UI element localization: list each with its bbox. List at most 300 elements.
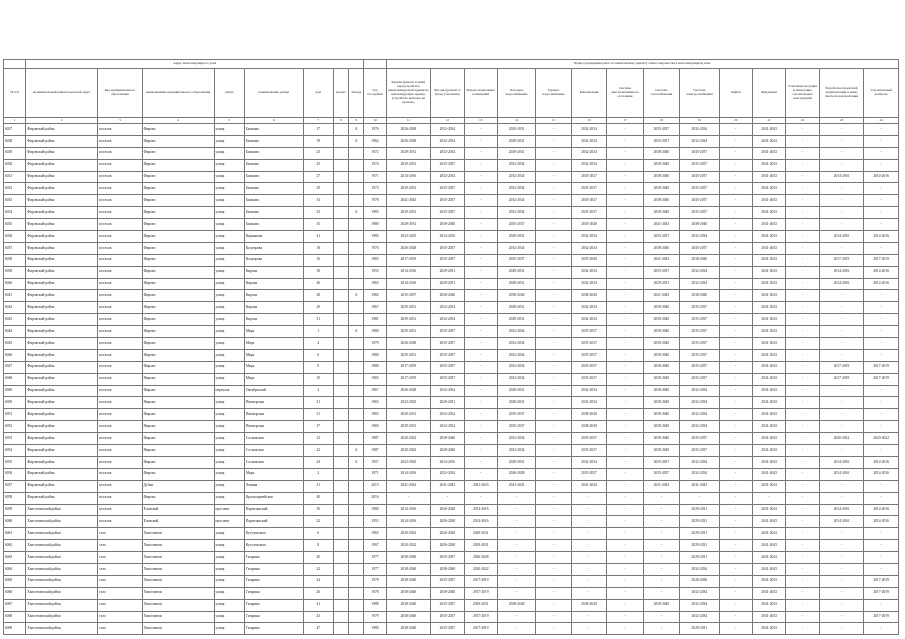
table-cell: 2032-2034 bbox=[497, 326, 535, 338]
table-cell: 2029-2031 bbox=[386, 159, 431, 171]
table-cell: Мира bbox=[244, 468, 303, 480]
column-header: Кровля (ремонт и (или) переустройство невентилируемой крыши на вентилируемую крышу, устройство выходов на кровлю) bbox=[386, 69, 431, 118]
table-cell: 2035-2037 bbox=[431, 599, 464, 611]
table-cell: 2029-2031 bbox=[497, 314, 535, 326]
table-cell: - bbox=[536, 349, 571, 361]
table-cell: Хвастовичи bbox=[142, 611, 214, 623]
column-header: наименование муниципального образования bbox=[142, 69, 214, 118]
column-number: 14 bbox=[497, 118, 535, 124]
table-cell: 2038-2040 bbox=[386, 599, 431, 611]
table-cell: - bbox=[786, 326, 819, 338]
table-cell: - bbox=[719, 326, 752, 338]
table-cell: Фирово bbox=[142, 397, 214, 409]
table-cell: Бычкова bbox=[244, 147, 303, 159]
table-cell: 1967 bbox=[364, 540, 386, 552]
table-cell: - bbox=[607, 468, 643, 480]
table-cell: 2038-2040 bbox=[643, 326, 679, 338]
table-cell bbox=[349, 599, 364, 611]
table-cell: 2041-2043 bbox=[752, 349, 785, 361]
table-cell: - bbox=[864, 290, 899, 302]
table-cell: 2029-2031 bbox=[680, 552, 719, 564]
table-cell: 2035-2037 bbox=[431, 361, 464, 373]
table-cell: - bbox=[607, 171, 643, 183]
table-cell bbox=[333, 492, 348, 504]
table-cell: Хвастовичский район bbox=[26, 516, 98, 528]
table-row bbox=[4, 373, 899, 385]
column-number: 17 bbox=[607, 118, 643, 124]
table-cell: 2041-2043 bbox=[752, 468, 785, 480]
table-row bbox=[4, 516, 899, 528]
table-cell: - bbox=[571, 552, 606, 564]
group-header-address: Адрес многоквартирного дома bbox=[26, 60, 364, 69]
table-cell: 2035-2037 bbox=[431, 611, 464, 623]
table-cell: - bbox=[464, 290, 497, 302]
table-cell: Фирово bbox=[142, 361, 214, 373]
table-cell: 6067 bbox=[4, 599, 26, 611]
table-cell: поселок bbox=[98, 385, 143, 397]
table-cell: 2032-2034 bbox=[431, 302, 464, 314]
table-row bbox=[4, 480, 899, 492]
table-cell: 40 bbox=[303, 492, 333, 504]
table-cell: - bbox=[719, 242, 752, 254]
table-cell: улица bbox=[214, 135, 244, 147]
table-cell: 6 bbox=[303, 528, 333, 540]
table-cell: 2035-2037 bbox=[680, 242, 719, 254]
table-cell bbox=[349, 409, 364, 421]
table-cell: - bbox=[719, 195, 752, 207]
table-cell bbox=[349, 183, 364, 195]
table-cell: 6064 bbox=[4, 563, 26, 575]
table-cell: 2014-2016 bbox=[819, 278, 864, 290]
table-cell: 2038-2040 bbox=[386, 587, 431, 599]
table-cell: Калуцкова bbox=[244, 242, 303, 254]
table-cell: 2035-2037 bbox=[680, 314, 719, 326]
table-cell: 1971 bbox=[364, 171, 386, 183]
table-cell: - bbox=[864, 397, 899, 409]
column-number: 24 bbox=[864, 118, 899, 124]
table-cell: 2029-2031 bbox=[497, 266, 535, 278]
table-cell: - bbox=[607, 349, 643, 361]
table-cell: 2020-2022 bbox=[386, 528, 431, 540]
table-cell: 1963 bbox=[364, 397, 386, 409]
column-header: Канализация bbox=[571, 69, 606, 118]
table-cell: 2041-2043 bbox=[752, 254, 785, 266]
table-cell: 18 bbox=[303, 266, 333, 278]
table-cell: 2017-2019 bbox=[819, 373, 864, 385]
table-cell: - bbox=[864, 445, 899, 457]
table-row bbox=[4, 623, 899, 635]
table-cell: улица bbox=[214, 611, 244, 623]
table-cell: 2038-2040 bbox=[643, 338, 679, 350]
table-cell: Фировский район bbox=[26, 135, 98, 147]
table-cell: - bbox=[536, 195, 571, 207]
table-cell: 2029-2031 bbox=[680, 540, 719, 552]
table-cell: поселок bbox=[98, 124, 143, 136]
table-cell: 2041-2043 bbox=[752, 385, 785, 397]
table-cell: улица bbox=[214, 207, 244, 219]
table-cell: 2041-2043 bbox=[752, 623, 785, 635]
table-cell: - bbox=[864, 338, 899, 350]
table-cell: - bbox=[607, 195, 643, 207]
table-cell: - bbox=[536, 587, 571, 599]
table-cell: 2035-2037 bbox=[431, 254, 464, 266]
table-cell: 29 bbox=[303, 302, 333, 314]
table-cell: 2029-2031 bbox=[497, 135, 535, 147]
table-cell: 2041-2043 bbox=[752, 563, 785, 575]
table-cell: поселок bbox=[98, 492, 143, 504]
table-cell: 2038-2040 bbox=[643, 397, 679, 409]
table-cell: 2029-2031 bbox=[497, 124, 535, 136]
table-cell: 2014-2016 bbox=[864, 456, 899, 468]
table-row bbox=[4, 314, 899, 326]
table-cell: 2029-2031 bbox=[680, 516, 719, 528]
table-cell: 1980 bbox=[364, 326, 386, 338]
column-number: 12 bbox=[431, 118, 464, 124]
table-cell bbox=[349, 338, 364, 350]
table-cell: - bbox=[719, 171, 752, 183]
table-cell: - bbox=[607, 242, 643, 254]
table-cell: 1984 bbox=[364, 231, 386, 243]
table-cell: 2035-2037 bbox=[680, 159, 719, 171]
table-cell: - bbox=[536, 314, 571, 326]
table-cell: Фировский район bbox=[26, 302, 98, 314]
table-cell: - bbox=[864, 195, 899, 207]
table-cell: 1977 bbox=[364, 552, 386, 564]
table-cell: 2041-2043 bbox=[752, 575, 785, 587]
table-cell: - bbox=[464, 124, 497, 136]
table-cell: - bbox=[571, 492, 606, 504]
table-cell: - bbox=[536, 623, 571, 635]
table-cell: 2041-2043 bbox=[643, 480, 679, 492]
table-cell: 2029-2031 bbox=[386, 314, 431, 326]
table-cell: 2029-2031 bbox=[431, 278, 464, 290]
table-cell: - bbox=[571, 623, 606, 635]
table-cell: 6047 bbox=[4, 361, 26, 373]
table-cell: - bbox=[786, 445, 819, 457]
table-cell: 41 bbox=[303, 599, 333, 611]
table-cell: село bbox=[98, 587, 143, 599]
table-cell: - bbox=[719, 480, 752, 492]
table-cell: поселок bbox=[98, 338, 143, 350]
table-cell: Фировский район bbox=[26, 349, 98, 361]
table-cell bbox=[349, 278, 364, 290]
table-cell: - bbox=[719, 147, 752, 159]
table-cell: 2041-2043 bbox=[752, 338, 785, 350]
table-cell: - bbox=[819, 314, 864, 326]
table-cell: Фирово bbox=[142, 207, 214, 219]
table-cell: - bbox=[719, 397, 752, 409]
table-cell bbox=[333, 135, 348, 147]
table-cell bbox=[333, 504, 348, 516]
table-cell: Кирова bbox=[244, 266, 303, 278]
table-cell: - bbox=[464, 242, 497, 254]
table-cell: - bbox=[786, 611, 819, 623]
table-cell: 2032-2034 bbox=[571, 266, 606, 278]
table-cell: 1972 bbox=[364, 147, 386, 159]
table-cell bbox=[333, 563, 348, 575]
table-cell: Фировский район bbox=[26, 409, 98, 421]
table-cell: 2038-2040 bbox=[571, 421, 606, 433]
table-cell: 2032-2034 bbox=[497, 361, 535, 373]
table-cell: 2035-2037 bbox=[571, 326, 606, 338]
table-cell: Октябрьский bbox=[244, 385, 303, 397]
table-cell: 2035-2037 bbox=[680, 195, 719, 207]
column-header: Горячее водоснабжение bbox=[536, 69, 571, 118]
table-cell: - bbox=[786, 171, 819, 183]
table-cell: улица bbox=[214, 171, 244, 183]
table-cell: Фировский район bbox=[26, 421, 98, 433]
table-cell: 2029-2031 bbox=[431, 266, 464, 278]
table-cell: - bbox=[607, 183, 643, 195]
table-cell: - bbox=[819, 540, 864, 552]
table-cell: - bbox=[864, 314, 899, 326]
table-cell: 2029-2031 bbox=[386, 409, 431, 421]
table-cell: Фировский район bbox=[26, 147, 98, 159]
table-cell: - bbox=[719, 373, 752, 385]
table-cell: 2035-2037 bbox=[386, 290, 431, 302]
table-row bbox=[4, 349, 899, 361]
table-cell bbox=[349, 421, 364, 433]
table-cell: - bbox=[719, 504, 752, 516]
table-cell: Хвастовичский район bbox=[26, 587, 98, 599]
table-cell: 1980 bbox=[364, 361, 386, 373]
table-row bbox=[4, 219, 899, 231]
table-cell: улица bbox=[214, 421, 244, 433]
table-cell bbox=[333, 456, 348, 468]
table-cell: Фирово bbox=[142, 242, 214, 254]
table-cell: - bbox=[607, 147, 643, 159]
table-cell: - bbox=[571, 611, 606, 623]
table-cell bbox=[333, 159, 348, 171]
table-cell: - bbox=[719, 349, 752, 361]
table-cell: Фирово bbox=[142, 183, 214, 195]
table-cell: 2041-2043 bbox=[386, 195, 431, 207]
table-cell: - bbox=[497, 504, 535, 516]
table-cell: 2014-2016 bbox=[431, 456, 464, 468]
table-cell: 2032-2034 bbox=[680, 397, 719, 409]
table-cell: 2041-2043 bbox=[680, 480, 719, 492]
table-cell: - bbox=[386, 492, 431, 504]
table-cell: улица bbox=[214, 373, 244, 385]
table-cell: 1983 bbox=[364, 254, 386, 266]
table-cell: село bbox=[98, 599, 143, 611]
table-cell: Гагарина bbox=[244, 575, 303, 587]
table-cell: 2026-2028 bbox=[386, 124, 431, 136]
table-cell: - bbox=[786, 302, 819, 314]
table-cell: - bbox=[864, 528, 899, 540]
table-cell bbox=[349, 528, 364, 540]
table-cell: поселок bbox=[98, 516, 143, 528]
table-cell: 1987 bbox=[364, 445, 386, 457]
table-cell bbox=[333, 540, 348, 552]
table-cell: Фирово bbox=[142, 290, 214, 302]
table-cell: - bbox=[643, 623, 679, 635]
table-cell: 2014-2016 bbox=[864, 266, 899, 278]
table-cell: Бычкова bbox=[244, 207, 303, 219]
table-cell: 2029-2031 bbox=[497, 456, 535, 468]
column-number: 8 bbox=[333, 118, 348, 124]
table-cell: - bbox=[819, 397, 864, 409]
table-cell: - bbox=[864, 623, 899, 635]
table-cell: - bbox=[786, 278, 819, 290]
table-cell: 2035-2037 bbox=[431, 207, 464, 219]
table-cell: - bbox=[607, 219, 643, 231]
table-cell: А bbox=[349, 207, 364, 219]
table-cell: 2032-2034 bbox=[680, 409, 719, 421]
table-cell: - bbox=[464, 397, 497, 409]
column-number: 22 bbox=[786, 118, 819, 124]
table-cell: - bbox=[464, 254, 497, 266]
table-cell: 6061 bbox=[4, 528, 26, 540]
table-cell: - bbox=[643, 528, 679, 540]
table-cell bbox=[349, 552, 364, 564]
table-cell: 2035-2037 bbox=[571, 207, 606, 219]
table-cell: Хвастовичи bbox=[142, 552, 214, 564]
table-cell: поселок bbox=[98, 373, 143, 385]
table-cell: - bbox=[819, 195, 864, 207]
table-cell: - bbox=[607, 587, 643, 599]
table-cell: 1971 bbox=[364, 468, 386, 480]
table-cell: - bbox=[536, 528, 571, 540]
table-body bbox=[4, 60, 899, 635]
table-cell: - bbox=[786, 552, 819, 564]
table-cell bbox=[333, 587, 348, 599]
table-cell: Фирово bbox=[142, 338, 214, 350]
table-row bbox=[4, 385, 899, 397]
table-cell: 2038-2040 bbox=[643, 207, 679, 219]
table-cell: 2014-2016 bbox=[864, 504, 899, 516]
table-cell: 2032-2034 bbox=[571, 397, 606, 409]
table-cell: - bbox=[786, 563, 819, 575]
table-cell: 2017-2019 bbox=[864, 361, 899, 373]
table-cell: 2038-2040 bbox=[643, 433, 679, 445]
table-cell: улица bbox=[214, 349, 244, 361]
table-cell: - bbox=[536, 504, 571, 516]
column-number: 10 bbox=[364, 118, 386, 124]
table-cell: - bbox=[786, 314, 819, 326]
table-cell: 2032-2034 bbox=[497, 183, 535, 195]
table-cell bbox=[333, 290, 348, 302]
table-cell: 2029-2031 bbox=[497, 302, 535, 314]
table-cell: Ленина bbox=[244, 480, 303, 492]
table-row bbox=[4, 266, 899, 278]
table-cell: Сосновская bbox=[244, 433, 303, 445]
table-cell: - bbox=[719, 302, 752, 314]
table-cell: Фировский район bbox=[26, 445, 98, 457]
column-header-row bbox=[4, 69, 899, 118]
table-cell: Фировский район bbox=[26, 492, 98, 504]
table-cell: 2029-2031 bbox=[497, 278, 535, 290]
table-cell: - bbox=[497, 552, 535, 564]
table-cell: - bbox=[497, 623, 535, 635]
table-cell: Фировский район bbox=[26, 195, 98, 207]
table-cell: - bbox=[643, 540, 679, 552]
table-cell: - bbox=[607, 575, 643, 587]
table-cell: - bbox=[786, 266, 819, 278]
table-cell: 2035-2037 bbox=[571, 183, 606, 195]
table-cell: 2014-2016 bbox=[819, 171, 864, 183]
table-cell bbox=[333, 219, 348, 231]
table-cell: 2023-2025 bbox=[386, 231, 431, 243]
table-cell: 2032-2034 bbox=[571, 314, 606, 326]
table-cell: Гагарина bbox=[244, 611, 303, 623]
table-cell: - bbox=[536, 124, 571, 136]
table-cell: 2038-2040 bbox=[643, 147, 679, 159]
table-cell: - bbox=[719, 468, 752, 480]
table-cell: Фирово bbox=[142, 326, 214, 338]
table-cell: 6031 bbox=[4, 171, 26, 183]
table-cell: - bbox=[864, 599, 899, 611]
table-cell: 2035-2037 bbox=[680, 183, 719, 195]
table-cell: - bbox=[864, 219, 899, 231]
table-cell: - bbox=[819, 338, 864, 350]
table-cell: Кирова bbox=[244, 278, 303, 290]
table-cell: 2035-2037 bbox=[571, 433, 606, 445]
table-cell: - bbox=[864, 480, 899, 492]
table-cell: 2035-2037 bbox=[680, 302, 719, 314]
table-cell: 1979 bbox=[364, 611, 386, 623]
table-cell: поселок bbox=[98, 183, 143, 195]
table-cell: 2032-2034 bbox=[680, 421, 719, 433]
table-cell: 1982 bbox=[364, 290, 386, 302]
column-header: Строительный контроль bbox=[864, 69, 899, 118]
table-cell: - bbox=[819, 290, 864, 302]
table-cell: Красноармейская bbox=[244, 492, 303, 504]
table-cell: Фировский район bbox=[26, 183, 98, 195]
table-cell: - bbox=[607, 302, 643, 314]
table-row bbox=[4, 278, 899, 290]
table-cell: поселок bbox=[98, 314, 143, 326]
table-row bbox=[4, 338, 899, 350]
table-cell: - bbox=[571, 587, 606, 599]
column-header: № п/п bbox=[4, 69, 26, 118]
table-cell: 2017-2019 bbox=[864, 373, 899, 385]
table-cell: 22 bbox=[303, 563, 333, 575]
table-row bbox=[4, 445, 899, 457]
table-cell: - bbox=[536, 231, 571, 243]
table-cell: поселок bbox=[98, 195, 143, 207]
table-cell: А bbox=[349, 124, 364, 136]
table-cell: улица bbox=[214, 290, 244, 302]
table-cell: 2038-2040 bbox=[386, 575, 431, 587]
table-cell: 2035-2037 bbox=[431, 159, 464, 171]
table-cell: 6028 bbox=[4, 135, 26, 147]
table-cell: 31 bbox=[303, 409, 333, 421]
table-cell: 2035-2037 bbox=[431, 349, 464, 361]
table-cell: 2026-2028 bbox=[431, 528, 464, 540]
table-cell: 33 bbox=[303, 207, 333, 219]
table-cell bbox=[333, 314, 348, 326]
table-cell: поселок bbox=[98, 456, 143, 468]
table-cell: 2038-2040 bbox=[643, 302, 679, 314]
table-cell: 18 bbox=[303, 242, 333, 254]
table-cell: 6029 bbox=[4, 147, 26, 159]
table-cell: 2032-2034 bbox=[680, 385, 719, 397]
table-cell: 2014-2016 bbox=[864, 516, 899, 528]
table-cell: - bbox=[536, 599, 571, 611]
table-cell: Фирово bbox=[142, 349, 214, 361]
column-number: 21 bbox=[752, 118, 785, 124]
table-cell: 2038-2040 bbox=[431, 445, 464, 457]
table-cell: - bbox=[786, 338, 819, 350]
table-cell bbox=[333, 338, 348, 350]
table-cell: - bbox=[786, 135, 819, 147]
table-cell: 2038-2040 bbox=[431, 290, 464, 302]
table-cell: - bbox=[819, 599, 864, 611]
table-cell: Калуцкова bbox=[244, 254, 303, 266]
table-cell: - bbox=[719, 528, 752, 540]
table-cell: 2032-2034 bbox=[680, 587, 719, 599]
